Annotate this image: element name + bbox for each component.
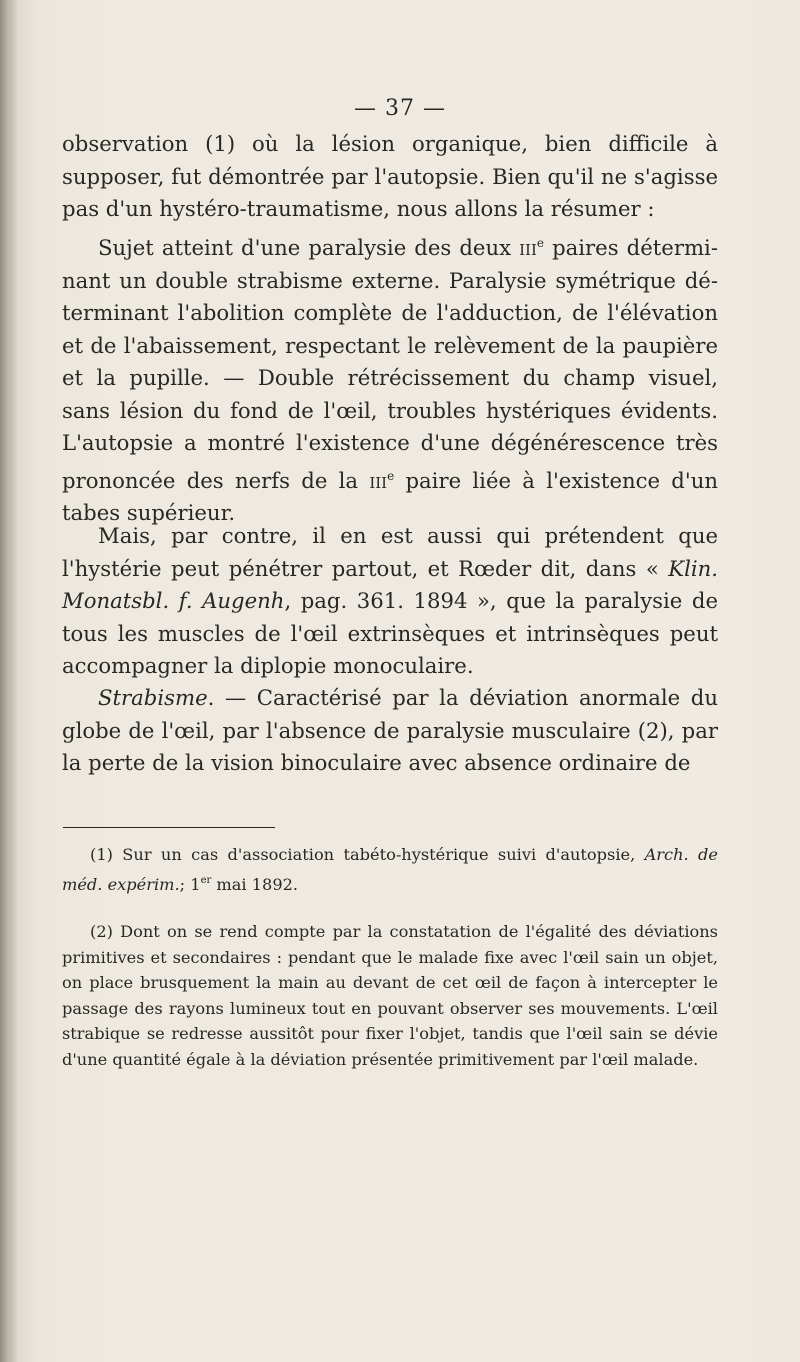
paragraph-observation <box>62 128 718 226</box>
source-citation: Klin. Monatsbl. f. Augenh <box>62 555 718 613</box>
paragraph-strabisme <box>62 682 718 780</box>
paragraph-case-summary <box>62 227 718 530</box>
paragraph-observation-text: observation (1) où la lésion organique, bien difficile à supposer, fut démontrée par l'autopsie. Bien qu'il ne s'agisse pas d'un hystéro-traumatisme, nous allons la résumer : <box>62 131 718 221</box>
footnote-1-text: (1) Sur un cas d'association tabéto-hystérique suivi d'autopsie, <box>90 845 645 864</box>
footnote-1-end: mai 1892. <box>211 874 299 894</box>
footnote-divider <box>63 827 275 828</box>
footnote-2 <box>62 919 718 1073</box>
roman-numeral: iii <box>369 467 388 493</box>
paragraph-roeder <box>62 520 718 683</box>
roeder-part-b: , pag. 361. 1894 », que la paralysie de tous les muscles de l'œil extrinsèques et intrinsèques peut accompagner la diplopie monoculaire. <box>62 588 718 678</box>
superscript: e <box>387 468 395 483</box>
superscript: er <box>200 874 212 886</box>
footnote-1-date: ; 1 <box>179 874 201 894</box>
section-heading-strabisme: Strabisme <box>98 685 208 710</box>
footnote-2-text: (2) Dont on se rend compte par la constatation de l'égalité des déviations primitives et secondaires : pendant que le malade fixe avec l'œil sain un objet, on place brusquement la main au devant de cet œil de façon à intercepter le passage des rayons lumineux tout en pouvant observer ses mouvements. L'œil strabique se redresse aussitôt pour fixer l'objet, tandis que l'œil sain se dévie d'une quantité égale à la déviation présentée primitivement par l'œil malade. <box>62 922 718 1069</box>
strabisme-text: . — Caractérisé par la déviation anormale du globe de l'œil, par l'absence de paralysie musculaire (2), par la perte de la vision binoculaire avec absence ordinaire de <box>62 685 718 775</box>
footnote-1 <box>62 842 718 897</box>
case-summary-part-b: paires déterminant un double strabisme externe. Paralysie symétrique déterminant l'abolition complète de l'adduction, de l'élévation et de l'abaissement, respectant le relèvement de la paupière et la pupille. — Double rétrécissement du champ visuel, sans lésion du fond de l'œil, troubles hystériques évidents. L'autopsie a montré l'existence d'une dégénérescence très prononcée des nerfs de la <box>62 235 718 493</box>
footnote-1-journal: Arch. de méd. expérim. <box>62 845 718 894</box>
case-summary-part-c: paire liée à l'existence d'un tabes supérieur. <box>62 467 718 525</box>
roeder-part-a: Mais, par contre, il en est aussi qui prétendent que l'hystérie peut pénétrer partout, et Rœder dit, dans « <box>62 523 718 581</box>
case-summary-part-a: Sujet atteint d'une paralysie des deux <box>98 235 520 260</box>
superscript: e <box>536 236 545 250</box>
binding-shadow <box>0 0 18 1362</box>
roman-numeral: iii <box>519 235 537 260</box>
page-number: — 37 — <box>354 96 446 121</box>
